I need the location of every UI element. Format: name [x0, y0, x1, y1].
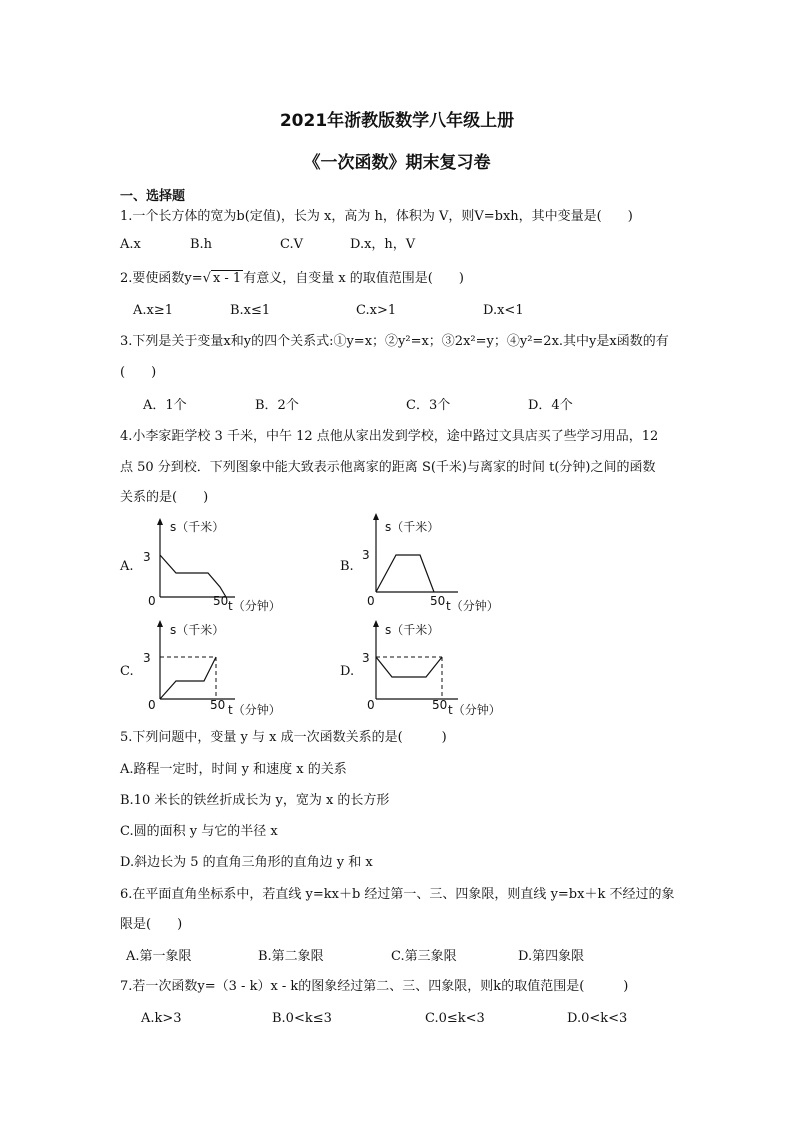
graph-d-xtick: 50	[432, 698, 448, 712]
question-5-stem: 5.下列问题中，变量 y 与 x 成一次函数关系的是( )	[120, 730, 447, 745]
graph-b-y-arrow	[373, 513, 379, 520]
question-3-option-d: D．4个	[528, 398, 573, 413]
question-3-option-b: B．2个	[255, 398, 299, 413]
question-1-option-d: D.x，h，V	[350, 237, 416, 252]
graph-c-origin: 0	[148, 698, 156, 712]
graph-c-letter: C.	[120, 664, 134, 679]
question-5-option-c: C.圆的面积 y 与它的半径 x	[120, 824, 278, 839]
graph-d-xlabel: t（分钟）	[448, 703, 501, 717]
graph-c-ylabel: s（千米）	[170, 623, 225, 637]
question-2-option-b: B.x≤1	[230, 303, 271, 318]
sqrt-expression	[203, 270, 244, 288]
question-7-option-d: D.0<k<3	[567, 1011, 628, 1026]
graph-d-letter: D.	[340, 664, 355, 679]
question-2-stem-post: 有意义，自变量 x 的取值范围是( )	[243, 271, 464, 286]
question-5-option-d: D.斜边长为 5 的直角三角形的直角边 y 和 x	[120, 855, 373, 870]
graph-d-y-arrow	[373, 620, 379, 627]
question-7-option-a: A.k>3	[141, 1011, 182, 1026]
graph-a-xtick: 50	[213, 594, 229, 608]
graph-c-y-arrow	[157, 620, 163, 627]
question-2-option-c: C.x>1	[356, 303, 397, 318]
graph-a-curve	[160, 555, 226, 597]
question-6-stem-line1: 6.在平面直角坐标系中，若直线 y=kx＋b 经过第一、三、四象限，则直线 y=bx＋k 不经过的象	[120, 887, 675, 902]
question-3-option-c: C．3个	[406, 398, 451, 413]
graph-a-y-arrow	[157, 518, 163, 525]
question-1-option-c: C.V	[280, 237, 304, 252]
question-2-stem-pre: 2.要使函数y=	[120, 271, 203, 286]
graph-b-xlabel: t（分钟）	[446, 599, 499, 613]
question-7-option-b: B.0<k≤3	[272, 1011, 332, 1026]
question-4-stem-line2: 点 50 分到校．下列图象中能大致表示他离家的距离 S(千米)与离家的时间 t(分钟)之间的函数	[120, 460, 656, 475]
graph-a-ytick: 3	[143, 550, 151, 564]
question-3-stem-line1: 3.下列是关于变量x和y的四个关系式:①y=x；②y²=x；③2x²=y；④y²=2x.其中y是x函数的有	[120, 334, 669, 349]
sqrt-sign: √	[202, 271, 211, 286]
question-3-stem-line2: ( )	[120, 365, 157, 380]
graph-a-ylabel: s（千米）	[170, 520, 225, 534]
graph-c-xlabel: t（分钟）	[228, 703, 281, 717]
graph-b-letter: B.	[340, 559, 354, 574]
graph-d-origin: 0	[367, 698, 375, 712]
graph-b-curve	[376, 555, 434, 592]
graph-b-origin: 0	[367, 594, 375, 608]
question-4-stem-line1: 4.小李家距学校 3 千米，中午 12 点他从家出发到学校，途中路过文具店买了些学习用品，12	[120, 429, 659, 444]
question-7-stem: 7.若一次函数y=（3 - k）x - k的图象经过第二、三、四象限，则k的取值范围是( )	[120, 979, 629, 994]
graph-c-curve	[160, 657, 216, 699]
graph-a-origin: 0	[148, 594, 156, 608]
question-6-option-c: C.第三象限	[391, 949, 457, 964]
question-3-option-a: A．1个	[143, 398, 187, 413]
graph-c-xtick: 50	[210, 698, 226, 712]
question-6-option-a: A.第一象限	[126, 949, 192, 964]
graph-d-curve	[376, 657, 442, 677]
question-6-option-b: B.第二象限	[258, 949, 324, 964]
paper-title: 2021年浙教版数学八年级上册	[279, 111, 515, 131]
question-2-option-a: A.x≥1	[133, 303, 174, 318]
question-1-option-a: A.x	[120, 237, 141, 252]
graph-d-ytick: 3	[362, 651, 370, 665]
question-5-option-a: A.路程一定时，时间 y 和速度 x 的关系	[120, 762, 347, 777]
question-4-stem-line3: 关系的是( )	[120, 490, 209, 505]
graph-d-ylabel: s（千米）	[385, 623, 440, 637]
paper-subtitle: 《一次函数》期末复习卷	[303, 153, 491, 173]
sqrt-radicand: x - 1	[212, 271, 242, 286]
question-2-option-d: D.x<1	[483, 303, 524, 318]
question-6-option-d: D.第四象限	[518, 949, 585, 964]
graph-b-ylabel: s（千米）	[385, 520, 440, 534]
question-7-option-c: C.0≤k<3	[425, 1011, 485, 1026]
question-1-option-b: B.h	[190, 237, 213, 252]
graph-b-ytick: 3	[362, 548, 370, 562]
section-heading: 一、选择题	[120, 189, 186, 204]
graph-a-xlabel: t（分钟）	[228, 599, 281, 613]
question-5-option-b: B.10 米长的铁丝折成长为 y，宽为 x 的长方形	[120, 793, 390, 808]
graph-a-letter: A.	[120, 559, 134, 574]
question-1-stem: 1.一个长方体的宽为b(定值)，长为 x，高为 h，体积为 V，则V=bxh，其中变量是( )	[120, 209, 633, 224]
graph-c-ytick: 3	[143, 651, 151, 665]
question-6-stem-line2: 限是( )	[120, 917, 183, 932]
graph-b-xtick: 50	[430, 594, 446, 608]
question-2-stem	[120, 270, 464, 288]
